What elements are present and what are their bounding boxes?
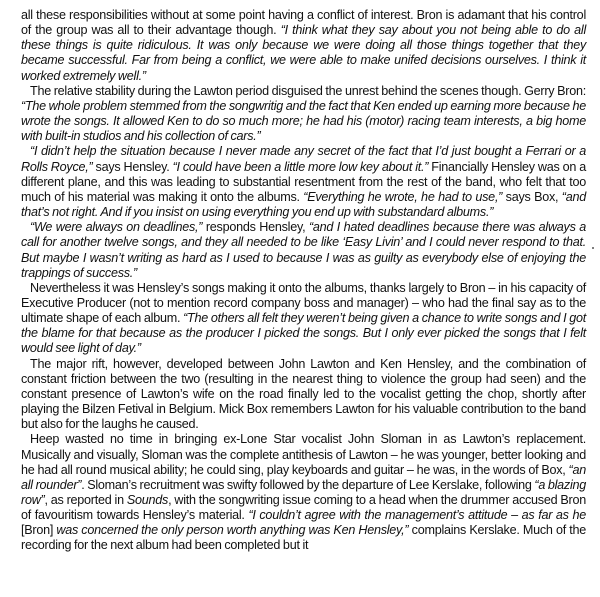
italic-text-run: “The others all felt they weren’t being given a chance to write songs and I got the blame for that because as the producer I picked the songs. But I only ever picked the songs that I felt would see light of day.” [21,311,586,356]
italic-text-run: “Everything he wrote, he had to use,” [303,189,503,204]
paragraph [21,220,586,281]
italic-text-run: “and that’s not right. And if you insist on using everything you end up with substandard albums.” [21,189,587,220]
italic-text-run: was concerned the only person worth anything was Ken Hensley,” [56,523,409,538]
text-run: , as reported in [44,493,127,507]
italic-text-run: “an all rounder” [21,462,586,492]
text-run: says Box, [502,189,562,204]
text-run: The major rift, however, developed between John Lawton and Ken Hensley, and the combination of constant friction between the two (resulting in the nearest thing to violence the group had seen) and the constant presence of Lawton’s wife on the road finally led to the vocalist getting the chop, shortly after playing the Bilzen Fetival in Belgium. Mick Box remembers Lawton for his valuable contribution to the band but also for the laughs he caused. [21,356,586,432]
text-run: all these responsibilities without at some point having a conflict of interest. Bron is adamant that his control of the group was all to their advantage though. [21,8,586,38]
text-run: The relative stability during the Lawton period disguised the unrest behind the scenes though. Gerry Bron: [30,83,586,98]
italic-text-run: “and I hated deadlines because there was always a call for another twelve songs, and they all needed to be like ‘Easy Livin’ and I could never respond to that. But maybe I wasn’t writing as hard as I used to because I was as guilty as everybody else of enjoying the trappings of success.” [21,220,587,280]
text-run: complains Kerslake. Much of the recording for the next album had been completed but it [21,523,586,553]
text-run: Nevertheless it was Hensley’s songs making it onto the albums, thanks largely to Bron – in his capacity of Executive Producer (not to mention record company boss and manager) – who had the final say as to the ultimate shape of each album. [21,280,586,326]
paragraph [21,144,586,220]
italic-text-run: “I didn’t help the situation because I never made any secret of the fact that I’d just bought a Ferrari or a Rolls Royce,” [21,144,586,174]
text-run: says Hensley. [92,159,173,174]
paragraph [21,84,586,145]
paragraph [21,432,586,553]
text-run: Heep wasted no time in bringing ex-Lone Star vocalist John Sloman in as Lawton’s replacement. Musically and visually, Sloman was the complete antithesis of Lawton – he was younger, better looking and he had all round musical ability; he could sing, play keyboards and guitar – he was, in the words of Box, [21,432,586,477]
text-run: , with the songwriting issue coming to a head when the drummer accused Bron of favouritism towards Hensley’s material. [21,493,586,523]
text-run: Financially Hensley was on a different plane, and this was leading to substantial resentment from the rest of the band, who felt that too much of his material was making it onto the albums. [21,159,586,204]
italic-text-run: “I couldn’t agree with the management’s attitude – as far as he [248,508,586,523]
italic-text-run: Sounds [126,493,169,507]
text-run: responds Hensley, [202,220,309,235]
italic-text-run: “The whole problem stemmed from the songwritig and the fact that Ken ended up earning more because he wrote the songs. It allowed Ken to do so much more; he had his (motor) racing team interests, a big home with built-in studios and his collection of cars.” [21,98,586,144]
paragraph [21,8,586,84]
italic-text-run: “I think what they say about you not being able to do all these things is quite ridiculous. It was only because we were doing all those things together that they became successful. Far from being a conflict, we were able to make unifed decisions ourselves. I think it worked extremely well.” [21,23,586,83]
article-body [21,8,586,554]
paragraph [21,357,586,433]
text-run: . Sloman’s recruitment was swifty followed by the departure of Lee Kerslake, following [81,477,535,492]
paragraph [21,281,586,357]
italic-text-run: “a blazing row” [21,477,587,507]
italic-text-run: “We were always on deadlines,” [30,220,203,235]
italic-text-run: “I could have been a little more low key about it.” [172,159,429,174]
scan-speck [592,247,594,249]
text-run: [Bron] [21,523,57,538]
